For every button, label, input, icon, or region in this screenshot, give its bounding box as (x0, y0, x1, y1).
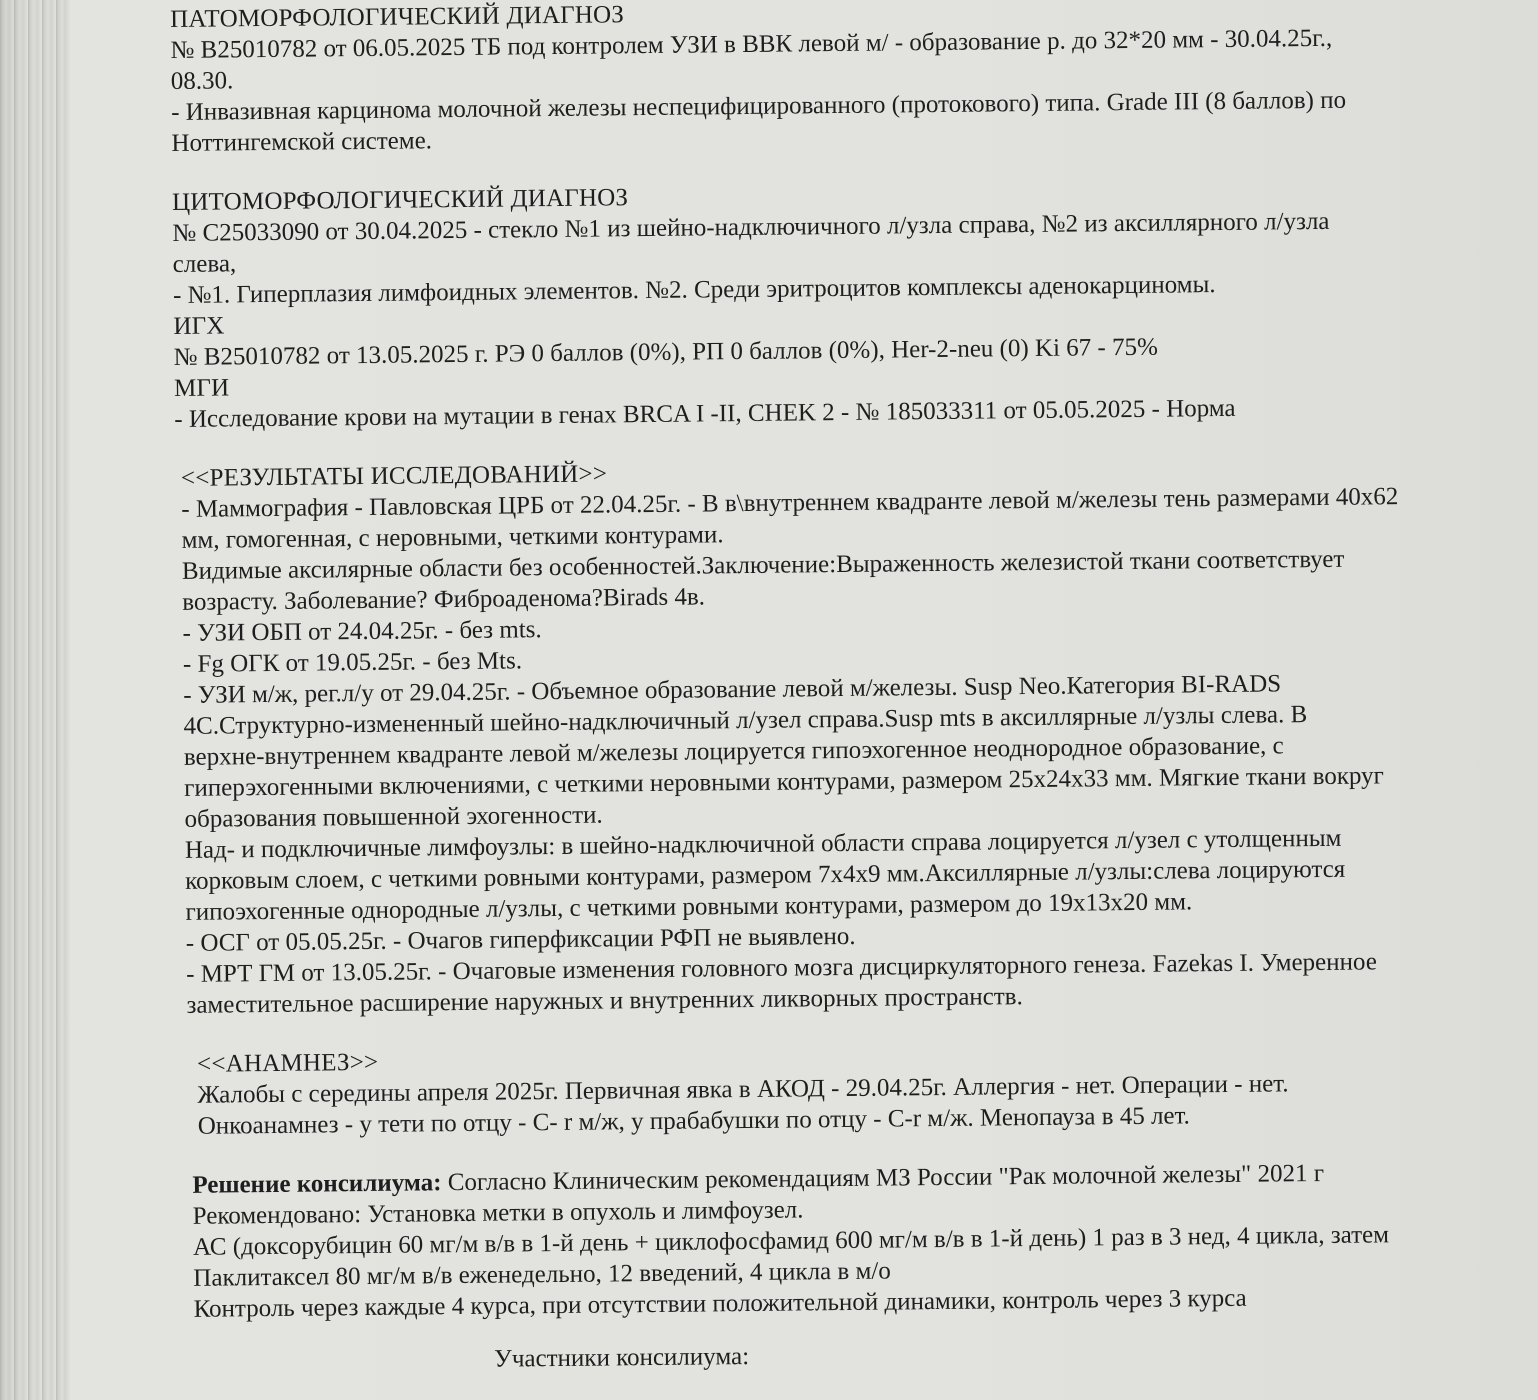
decision-line: АС (доксорубицин 60 мг/м в/в в 1-й день + циклофосфамид 600 мг/м в/в в 1-й день) 1 раз в 3 нед, 4 цикла, затем (192, 1221, 1390, 1261)
results-line: гипоэхогенные однородные л/узлы, с четкими ровными контурами, размером до 19х13х20 мм. (185, 888, 1193, 926)
participants-label: Участники консилиума: (494, 1343, 750, 1373)
page-binding-edge (0, 0, 70, 1400)
results-line: корковым слоем, с четкими ровными контурами, размером 7х4х9 мм.Аксиллярные л/узлы:слева лоцируются (185, 855, 1346, 895)
anamnesis-heading: <<АНАМНЕЗ>> (196, 1048, 379, 1078)
anamnesis-line: Жалобы с середины апреля 2025г. Первичная явка в АКОД - 29.04.25г. Аллергия - нет. Операции - нет. (197, 1070, 1289, 1109)
results-line: мм, гомогенная, с неровными, четкими контурами. (181, 521, 724, 554)
cytomorphology-line: слева, (172, 250, 237, 278)
decision-text: Согласно Клиническим рекомендациям МЗ России "Рак молочной железы" 2021 г (441, 1159, 1325, 1197)
ihc-line: № В25010782 от 13.05.2025 г. РЭ 0 баллов (0%), РП 0 баллов (0%), Her-2-neu (0) Ki 67 - 75% (173, 333, 1159, 371)
results-line: - УЗИ м/ж, рег.л/у от 29.04.25г. - Объемное образование левой м/железы. Susp Neo.Категория BI-RADS (183, 670, 1282, 709)
results-line: заместительное расширение наружных и внутренних ликворных пространств. (186, 983, 1023, 1019)
results-section (181, 449, 1526, 1021)
pathomorphology-line: Ноттингемской системе. (171, 127, 433, 157)
results-line: гиперэхогенными включениями, с четкими неровными контурами, размером 25х24х33 мм. Мягкие ткани вокруг (184, 762, 1384, 802)
document-body (170, 0, 1529, 1378)
decision-line: Контроль через каждые 4 курса, при отсутствии положительной динамики, контроль через 3 курса (193, 1284, 1247, 1323)
results-line: - Маммография - Павловская ЦРБ от 22.04.25г. - В в\внутреннем квадранте левой м/железы тень размерами 40х62 (181, 483, 1399, 523)
results-line: образования повышенной эхогенности. (184, 801, 603, 833)
results-line: 4С.Структурно-измененный шейно-надключичный л/узел справа.Susp mts в аксиллярные л/узлы слева. В (183, 701, 1308, 740)
results-heading: <<РЕЗУЛЬТАТЫ ИССЛЕДОВАНИЙ>> (180, 460, 608, 492)
results-line: Видимые аксилярные области без особенностей.Заключение:Выраженность железистой ткани соответствует (181, 545, 1345, 585)
results-line: - Fg ОГК от 19.05.25г. - без Mts. (182, 647, 523, 678)
anamnesis-line: Онкоанамнез - у тети по отцу - С- r м/ж, у прабабушки по отцу - С-r м/ж. Менопауза в 45 лет. (197, 1102, 1190, 1140)
mgi-line: - Исследование крови на мутации в генах BRCA I -II, CHEK 2 - № 185033311 от 05.05.2025 - Норма (174, 394, 1236, 433)
pathomorphology-line: № В25010782 от 06.05.2025 ТБ под контролем УЗИ в ВВК левой м/ - образование р. до 32*20 мм - 30.04.25г., (170, 24, 1333, 64)
ihc-heading: ИГХ (173, 312, 225, 340)
decision-line: Рекомендовано: Установка метки в опухоль и лимфоузел. (192, 1196, 804, 1230)
results-line: возрасту. Заболевание? Фиброаденома?Birads 4в. (182, 583, 706, 616)
results-line: - МРТ ГМ от 13.05.25г. - Очаговые изменения головного мозга дисциркуляторного генеза. Fazekas I. Умеренное (186, 948, 1377, 988)
pathomorphology-section (170, 0, 1517, 159)
cytomorphology-section (172, 173, 1518, 311)
results-line: верхне-внутреннем квадранте левой м/железы лоцируется гипоэхогенное неоднородное образование, с (183, 732, 1284, 771)
decision-section (192, 1156, 1529, 1325)
pathomorphology-line: 08.30. (170, 67, 234, 95)
anamnesis-section (197, 1035, 1527, 1142)
results-line: - ОСГ от 05.05.25г. - Очагов гиперфиксации РФП не выявлено. (185, 922, 856, 957)
pathomorphology-line: - Инвазивная карцинома молочной железы неспецифицированного (протокового) типа. Grade III (8 баллов) по (170, 86, 1347, 126)
pathomorphology-heading: ПАТОМОРФОЛОГИЧЕСКИЙ ДИАГНОЗ (170, 1, 625, 33)
results-line: - УЗИ ОБП от 24.04.25г. - без mts. (182, 616, 542, 647)
results-line: Над- и подключичные лимфоузлы: в шейно-надключичной области справа лоцируется л/узел с утолщенным (184, 824, 1342, 864)
cytomorphology-line: - №1. Гиперплазия лимфоидных элементов. №2. Среди эритроцитов комплексы аденокарциномы. (172, 271, 1216, 309)
decision-label: Решение консилиума: (192, 1169, 442, 1199)
mgi-heading: МГИ (173, 374, 230, 402)
cytomorphology-line: № С25033090 от 30.04.2025 - стекло №1 из шейно-надключичного л/узла справа, №2 из аксиллярного л/узла (172, 207, 1330, 247)
decision-line: Паклитаксел 80 мг/м в/в еженедельно, 12 введений, 4 цикла в м/о (193, 1257, 891, 1292)
cytomorphology-heading: ЦИТОМОРФОЛОГИЧЕСКИЙ ДИАГНОЗ (171, 184, 629, 216)
